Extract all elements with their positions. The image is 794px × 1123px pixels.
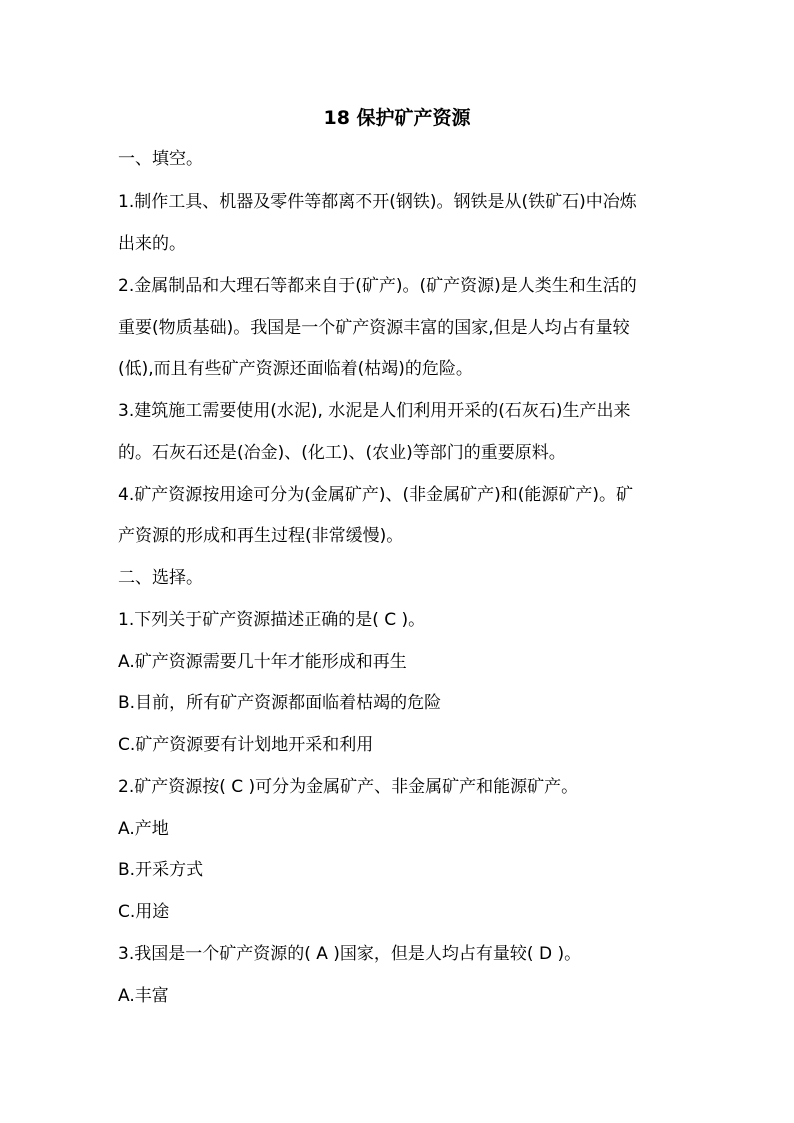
- choice-q1-option-b: B.目前，所有矿产资源都面临着枯竭的危险: [118, 693, 442, 713]
- choice-q2: 2.矿产资源按( C )可分为金属矿产、非金属矿产和能源矿产。: [118, 777, 579, 797]
- choice-q2-option-a: A.产地: [118, 819, 169, 839]
- choice-q1-option-c: C.矿产资源要有计划地开采和利用: [118, 735, 374, 755]
- section-heading-fill-blank: 一、填空。: [118, 149, 203, 169]
- document-title: 18 保护矿产资源: [323, 107, 471, 129]
- choice-q1-option-a: A.矿产资源需要几十年才能形成和再生: [118, 652, 407, 672]
- choice-q1: 1.下列关于矿产资源描述正确的是( C )。: [118, 610, 426, 630]
- fill-blank-q4-line2: 产资源的形成和再生过程(非常缓慢)。: [118, 526, 404, 546]
- fill-blank-q3-line1: 3.建筑施工需要使用(水泥), 水泥是人们利用开采的(石灰石)生产出来: [118, 401, 631, 421]
- fill-blank-q1-line1: 1.制作工具、机器及零件等都离不开(钢铁)。钢铁是从(铁矿石)中冶炼: [118, 192, 637, 212]
- fill-blank-q2-line1: 2.金属制品和大理石等都来自于(矿产)。(矿产资源)是人类生和生活的: [118, 276, 637, 296]
- fill-blank-q1-line2: 出来的。: [118, 234, 186, 254]
- choice-q3-option-a: A.丰富: [118, 986, 169, 1006]
- choice-q3: 3.我国是一个矿产资源的( A )国家，但是人均占有量较( D )。: [118, 944, 582, 964]
- section-heading-choice: 二、选择。: [118, 568, 203, 588]
- fill-blank-q2-line2: 重要(物质基础)。我国是一个矿产资源丰富的国家,但是人均占有量较: [118, 318, 630, 338]
- choice-q2-option-c: C.用途: [118, 902, 170, 922]
- fill-blank-q3-line2: 的。石灰石还是(冶金)、(化工)、(农业)等部门的重要原料。: [118, 443, 566, 463]
- choice-q2-option-b: B.开采方式: [118, 860, 204, 880]
- fill-blank-q2-line3: (低),而且有些矿产资源还面临着(枯竭)的危险。: [118, 359, 473, 379]
- fill-blank-q4-line1: 4.矿产资源按用途可分为(金属矿产)、(非金属矿产)和(能源矿产)。矿: [118, 485, 634, 505]
